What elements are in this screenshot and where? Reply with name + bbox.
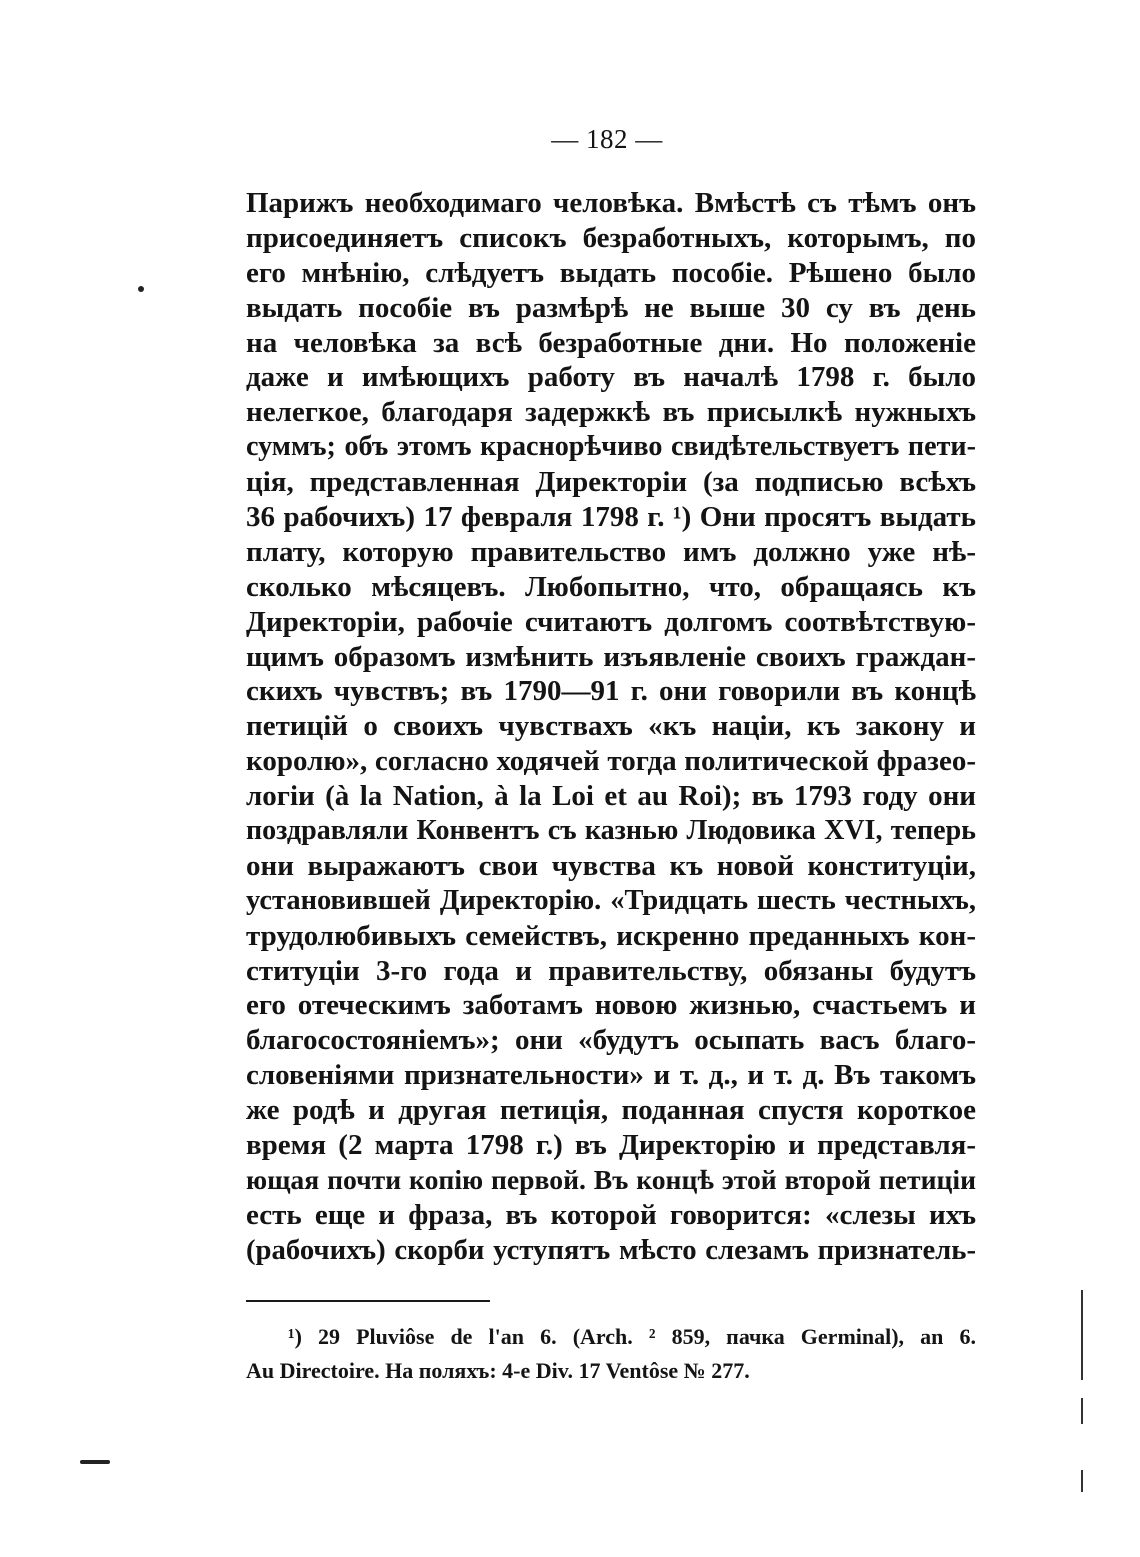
body-line: суммъ; объ этомъ краснорѣчиво свидѣтельствуетъ пети-: [246, 431, 976, 463]
body-line: логіи (à la Nation, à la Loi et au Roi); въ 1793 году они: [246, 780, 976, 813]
footnote-line: ¹) 29 Pluviôse de l'an 6. (Arch. ² 859, пачка Germinal), an 6.: [288, 1324, 976, 1349]
body-line: петицій о своихъ чувствахъ «къ націи, къ закону и: [246, 710, 976, 743]
body-line: 36 рабочихъ) 17 февраля 1798 г. ¹) Они просятъ выдать: [246, 501, 976, 534]
body-line: его мнѣнію, слѣдуетъ выдать пособіе. Рѣшено было: [246, 256, 976, 289]
footnote-divider: [246, 1300, 490, 1302]
body-line: нелегкое, благодаря задержкѣ въ присылкѣ нужныхъ: [246, 396, 976, 429]
body-line: Парижъ необходимаго человѣка. Вмѣстѣ съ тѣмъ онъ: [246, 187, 976, 219]
body-line: выдать пособіе въ размѣрѣ не выше 30 су въ день: [246, 291, 976, 324]
body-line: плату, которую правительство имъ должно уже нѣ-: [246, 535, 976, 568]
page-number: — 182 —: [551, 124, 663, 154]
body-line: есть еще и фраза, въ которой говорится: «слезы ихъ: [246, 1198, 976, 1231]
body-line: королю», согласно ходячей тогда политической фразео-: [246, 745, 976, 778]
scan-speck: [138, 286, 144, 292]
body-line: щимъ образомъ измѣнить изъявленіе своихъ граждан-: [246, 640, 976, 673]
body-line: установившей Директорію. «Тридцать шесть честныхъ,: [246, 884, 976, 916]
body-line: же родѣ и другая петиція, поданная спустя короткое: [246, 1094, 976, 1127]
body-line: Директоріи, рабочіе считаютъ долгомъ соотвѣтствую-: [246, 605, 976, 638]
body-line: ституціи 3-го года и правительству, обязаны будутъ: [246, 954, 976, 987]
scan-edge-mark: [1081, 1398, 1083, 1424]
body-line: скихъ чувствъ; въ 1790—91 г. они говорили въ концѣ: [246, 675, 976, 708]
body-line: присоединяетъ списокъ безработныхъ, которымъ, по: [246, 221, 976, 254]
footnotes: [246, 1320, 976, 1388]
body-line: поздравляли Конвентъ съ казнью Людовика XVI, теперь: [246, 815, 976, 847]
body-line: (рабочихъ) скорби уступятъ мѣсто слезамъ признатель-: [246, 1233, 976, 1266]
body-line: время (2 марта 1798 г.) въ Директорію и представля-: [246, 1129, 976, 1162]
scan-edge-mark: [1081, 1470, 1083, 1492]
body-line: ющая почти копію первой. Въ концѣ этой второй петиціи: [246, 1163, 976, 1195]
scan-speck: [80, 1460, 110, 1464]
body-text: [246, 186, 976, 1268]
footnote-line: Au Directoire. На поляхъ: 4-e Div. 17 Ventôse № 277.: [246, 1358, 750, 1383]
body-line: трудолюбивыхъ семействъ, искренно преданныхъ кон-: [246, 919, 976, 952]
body-line: благосостояніемъ»; они «будутъ осыпать васъ благо-: [246, 1024, 976, 1057]
scan-edge-mark: [1081, 1290, 1083, 1380]
body-line: они выражаютъ свои чувства къ новой конституціи,: [246, 849, 976, 882]
body-line: ція, представленная Директоріи (за подписью всѣхъ: [246, 466, 976, 499]
body-line: даже и имѣющихъ работу въ началѣ 1798 г. было: [246, 361, 976, 394]
body-line: на человѣка за всѣ безработные дни. Но положеніе: [246, 326, 976, 359]
body-line: сколько мѣсяцевъ. Любопытно, что, обращаясь къ: [246, 570, 976, 603]
body-line: словеніями признательности» и т. д., и т. д. Въ такомъ: [246, 1059, 976, 1092]
body-line: его отеческимъ заботамъ новою жизнью, счастьемъ и: [246, 989, 976, 1022]
